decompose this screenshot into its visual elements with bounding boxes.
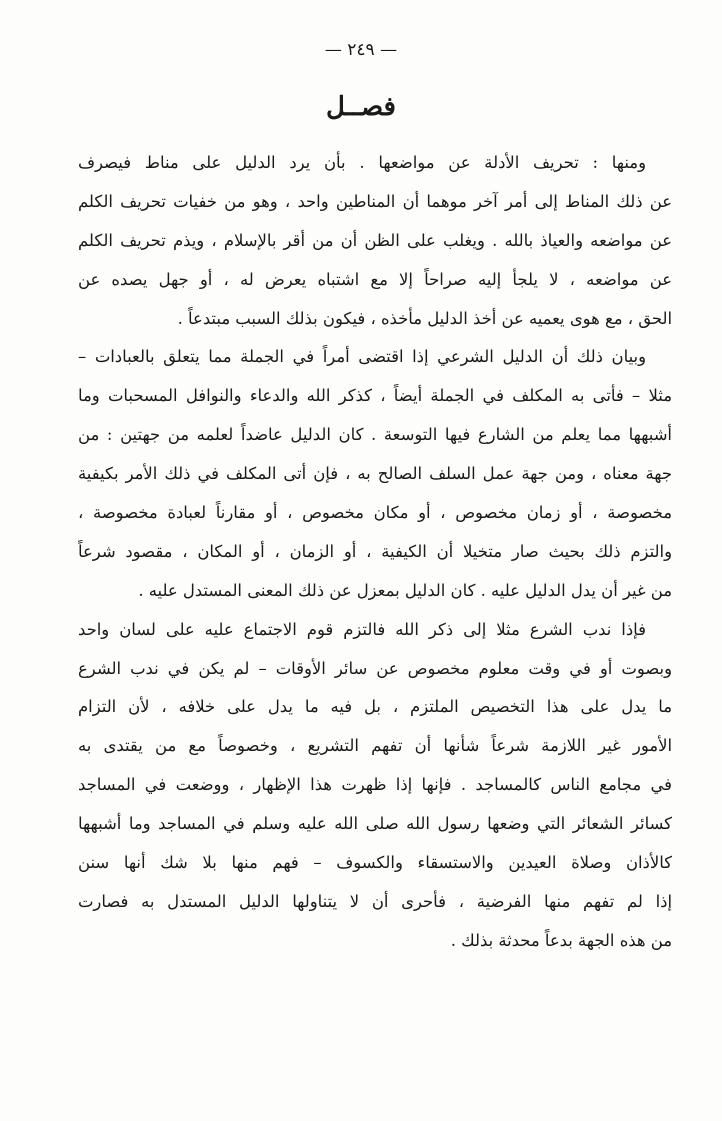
text-line: كالأذان وصلاة العيدين والاستسقاء والكسوف – فهم منها بلا شك أنها سنن: [78, 853, 672, 873]
text-line: في مجامع الناس كالمساجد . فإنها إذا ظهرت هذا الإظهار ، ووضعت في المساجد: [78, 775, 672, 795]
text-line: وبصوت أو في وقت معلوم مخصوص عن سائر الأوقات – لم يكن في ندب الشرع: [78, 658, 672, 678]
text-line: عن ذلك المناط إلى أمر آخر موهما أن المناطين واحد ، وهو من خفيات تحريف الكلم: [78, 191, 672, 211]
text-line: الأمور غير اللازمة شرعاً شأنها أن تفهم التشريع ، وخصوصاً مع من يقتدى به: [78, 736, 672, 756]
text-line: ما يدل على هذا التخصيص الملتزم ، بل فيه ما يدل على خلافه ، لأن التزام: [78, 697, 672, 717]
text-line: مثلا – فأتى به المكلف في الجملة أيضاً ، كذكر الله والدعاء والنوافل المسحبات وما: [78, 386, 672, 406]
text-line: مخصوصة ، أو زمان مخصوص ، أو مكان مخصوص ، أو مقارناً لعبادة مخصوصة ،: [78, 503, 672, 523]
body-text: [78, 144, 672, 961]
text-line: وبيان ذلك أن الدليل الشرعي إذا اقتضى أمراً في الجملة مما يتعلق بالعبادات –: [78, 347, 646, 367]
text-line: عن مواضعه ، لا يلجأ إليه صراحاً إلا مع اشتباه يعرض له ، أو جهل يصده عن: [78, 269, 672, 289]
text-line: كسائر الشعائر التي وضعها رسول الله صلى الله عليه وسلم في المساجد وما أشبهها: [78, 814, 672, 834]
text-line: إذا لم تفهم منها الفرضية ، فأحرى أن لا يتناولها الدليل المستدل به فصارت: [78, 891, 672, 911]
text-line: جهة معناه ، ومن جهة عمل السلف الصالح به ، فإن أتى المكلف في ذلك الأمر بكيفية: [78, 464, 672, 484]
text-line: عن مواضعه والعياذ بالله . ويغلب على الظن أن من أقر بالإسلام ، ويذم تحريف الكلم: [78, 230, 672, 250]
text-line: والتزم ذلك بحيث صار متخيلا أن الكيفية ، أو الزمان ، أو المكان ، مقصود شرعاً: [78, 541, 672, 561]
text-line: أشبهها مما يعلم من الشارع فيها التوسعة . كان الدليل عاضداً لعلمه من جهتين : من: [78, 425, 672, 445]
page-number: — ٢٤٩ —: [324, 40, 398, 60]
text-line: الحق ، مع هوى يعميه عن أخذ الدليل مأخذه ، فيكون بذلك السبب مبتدعاً .: [177, 308, 672, 328]
text-line: فإذا ندب الشرع مثلا إلى ذكر الله فالتزم قوم الاجتماع عليه على لسان واحد: [78, 619, 646, 639]
text-line: ومنها : تحريف الأدلة عن مواضعها . بأن يرد الدليل على مناط فيصرف: [78, 153, 646, 172]
text-line: من غير أن يدل الدليل عليه . كان الدليل بمعزل عن ذلك المعنى المستدل عليه .: [138, 580, 672, 600]
text-line: من هذه الجهة بدعاً محدثة بذلك .: [450, 930, 672, 950]
section-heading: فصــل: [326, 92, 396, 122]
